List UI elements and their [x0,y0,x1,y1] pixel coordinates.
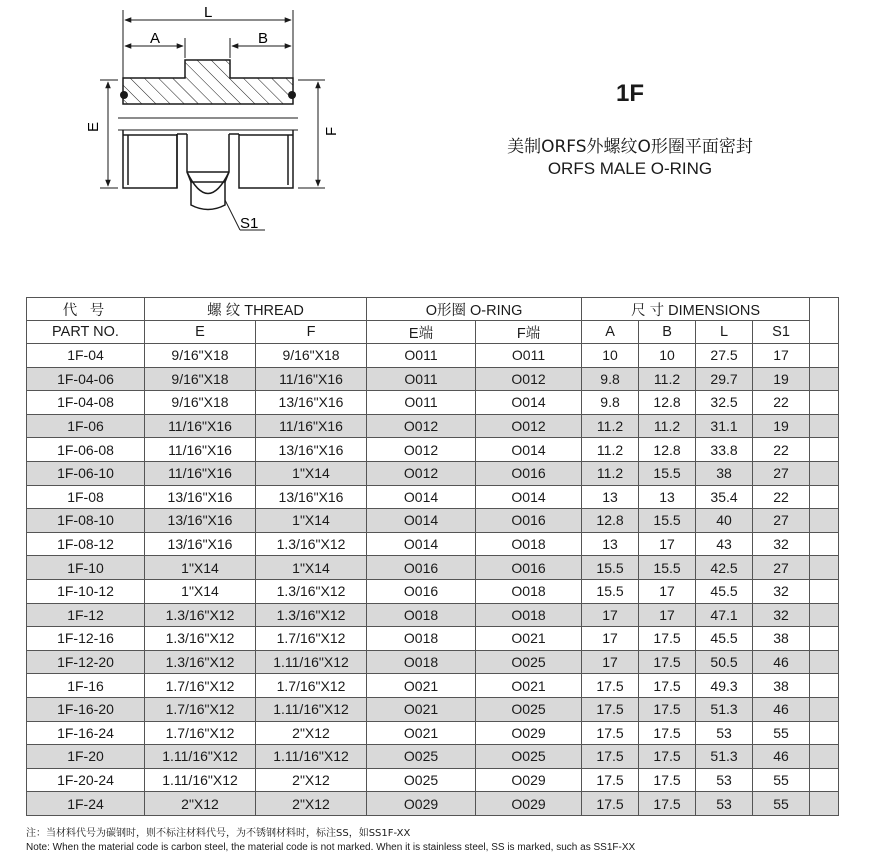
cell-oring-e: O014 [367,509,476,533]
cell-dim-a: 11.2 [582,461,639,485]
table-row [27,461,839,485]
dim-label-S1: S1 [240,215,259,232]
cell-dim-b: 17.5 [639,627,696,651]
fitting-cross-section [80,0,380,245]
cell-thread-e: 1.3/16"X12 [145,603,256,627]
cell-dim-a: 17 [582,603,639,627]
cell-dim-b: 17.5 [639,697,696,721]
cell-dim-l: 32.5 [696,391,753,415]
table-row [27,391,839,415]
cell-dim-b: 17 [639,579,696,603]
header-oring: O形圈 O-RING [367,298,582,321]
cell-thread-f: 1.7/16"X12 [256,627,367,651]
cell-dim-b: 17.5 [639,650,696,674]
spec-table-body [27,344,839,816]
cell-dim-a: 10 [582,344,639,368]
cell-thread-e: 1.7/16"X12 [145,674,256,698]
cell-part-no: 1F-06-08 [27,438,145,462]
cell-dim-s1: 38 [753,627,810,651]
cell-thread-f: 1.3/16"X12 [256,532,367,556]
cell-dim-a: 13 [582,485,639,509]
cell-dim-a: 17.5 [582,674,639,698]
cell-blank [810,438,839,462]
cell-thread-f: 13/16"X16 [256,485,367,509]
cell-thread-f: 2"X12 [256,721,367,745]
cell-part-no: 1F-16-24 [27,721,145,745]
cell-oring-f: O014 [476,391,582,415]
cell-dim-s1: 32 [753,532,810,556]
table-row [27,768,839,792]
table-row [27,532,839,556]
cell-part-no: 1F-04 [27,344,145,368]
cell-oring-e: O021 [367,697,476,721]
header-dimensions: 尺 寸 DIMENSIONS [582,298,810,321]
header-col-b: B [639,321,696,344]
cell-dim-s1: 46 [753,650,810,674]
cell-dim-b: 10 [639,344,696,368]
cell-blank [810,674,839,698]
cell-dim-l: 33.8 [696,438,753,462]
cell-thread-f: 9/16"X18 [256,344,367,368]
cell-blank [810,485,839,509]
cell-oring-f: O018 [476,532,582,556]
table-row [27,556,839,580]
cell-part-no: 1F-12 [27,603,145,627]
cell-dim-l: 51.3 [696,745,753,769]
cell-thread-e: 9/16"X18 [145,367,256,391]
cell-dim-l: 45.5 [696,579,753,603]
cell-dim-a: 17 [582,627,639,651]
cell-oring-f: O021 [476,674,582,698]
cell-blank [810,344,839,368]
cell-thread-e: 1"X14 [145,579,256,603]
cell-dim-b: 17.5 [639,792,696,816]
cell-dim-b: 15.5 [639,556,696,580]
header-col-l: L [696,321,753,344]
cell-thread-f: 13/16"X16 [256,438,367,462]
cell-thread-e: 9/16"X18 [145,391,256,415]
cell-dim-s1: 19 [753,414,810,438]
cell-part-no: 1F-12-16 [27,627,145,651]
cell-thread-e: 1.7/16"X12 [145,721,256,745]
cell-dim-s1: 27 [753,461,810,485]
cell-dim-b: 15.5 [639,461,696,485]
cell-thread-f: 1.11/16"X12 [256,650,367,674]
cell-dim-b: 17.5 [639,721,696,745]
cell-oring-e: O012 [367,414,476,438]
dim-label-B: B [258,30,269,47]
header-col-f: F [256,321,367,344]
cell-oring-f: O021 [476,627,582,651]
cell-oring-e: O014 [367,532,476,556]
cell-part-no: 1F-08-12 [27,532,145,556]
table-row [27,579,839,603]
cell-dim-l: 31.1 [696,414,753,438]
cell-thread-f: 1.11/16"X12 [256,697,367,721]
cell-oring-e: O011 [367,367,476,391]
cell-dim-a: 15.5 [582,579,639,603]
header-row-2 [27,321,839,344]
cell-dim-s1: 46 [753,697,810,721]
cell-dim-a: 9.8 [582,367,639,391]
cell-thread-e: 13/16"X16 [145,485,256,509]
cell-dim-s1: 32 [753,579,810,603]
cell-thread-e: 1"X14 [145,556,256,580]
cell-dim-a: 17 [582,650,639,674]
header-part-en: PART NO. [27,321,145,344]
cell-oring-e: O021 [367,721,476,745]
cell-blank [810,391,839,415]
cell-oring-e: O011 [367,391,476,415]
cell-part-no: 1F-20 [27,745,145,769]
cell-thread-f: 2"X12 [256,768,367,792]
cell-dim-l: 27.5 [696,344,753,368]
cell-oring-e: O014 [367,485,476,509]
cell-oring-f: O016 [476,461,582,485]
cell-blank [810,650,839,674]
cell-dim-s1: 27 [753,509,810,533]
cell-blank [810,603,839,627]
title-block [430,70,830,179]
cell-dim-a: 17.5 [582,721,639,745]
cell-dim-l: 51.3 [696,697,753,721]
cell-dim-l: 29.7 [696,367,753,391]
cell-dim-s1: 55 [753,792,810,816]
cell-oring-f: O029 [476,792,582,816]
header-col-a: A [582,321,639,344]
cell-blank [810,721,839,745]
cell-blank [810,556,839,580]
cell-thread-e: 9/16"X18 [145,344,256,368]
cell-thread-f: 2"X12 [256,792,367,816]
cell-oring-f: O029 [476,721,582,745]
cell-part-no: 1F-10-12 [27,579,145,603]
cell-dim-s1: 22 [753,391,810,415]
cell-oring-f: O018 [476,603,582,627]
cell-thread-f: 1"X14 [256,509,367,533]
cell-oring-e: O016 [367,579,476,603]
cell-dim-l: 53 [696,721,753,745]
cell-dim-b: 12.8 [639,391,696,415]
note-chinese: 注：当材料代号为碳钢时，则不标注材料代号，为不锈钢材料时，标注SS，如SS1F-XX [26,828,411,839]
cell-blank [810,768,839,792]
cell-dim-l: 40 [696,509,753,533]
cell-oring-e: O029 [367,792,476,816]
cell-oring-e: O016 [367,556,476,580]
cell-dim-b: 17 [639,603,696,627]
header-col-s1: S1 [753,321,810,344]
cell-oring-f: O014 [476,438,582,462]
cell-thread-f: 1"X14 [256,556,367,580]
table-row [27,603,839,627]
cell-thread-f: 1.11/16"X12 [256,745,367,769]
cell-blank [810,792,839,816]
cell-dim-l: 45.5 [696,627,753,651]
cell-dim-a: 12.8 [582,509,639,533]
cell-thread-f: 1"X14 [256,461,367,485]
cell-oring-e: O012 [367,461,476,485]
cell-dim-a: 17.5 [582,745,639,769]
cell-thread-e: 11/16"X16 [145,461,256,485]
cell-thread-e: 1.3/16"X12 [145,650,256,674]
cell-dim-l: 53 [696,792,753,816]
dim-label-A: A [150,30,161,47]
cell-blank [810,579,839,603]
cell-thread-e: 1.3/16"X12 [145,627,256,651]
cell-oring-f: O029 [476,768,582,792]
header-part-cn: 代 号 [27,298,145,321]
cell-dim-a: 13 [582,532,639,556]
cell-part-no: 1F-04-08 [27,391,145,415]
cell-oring-e: O018 [367,650,476,674]
cell-dim-s1: 19 [753,367,810,391]
fitting-drawing [80,0,380,245]
cell-dim-a: 9.8 [582,391,639,415]
cell-oring-e: O011 [367,344,476,368]
header-col-f-end: F端 [476,321,582,344]
cell-part-no: 1F-12-20 [27,650,145,674]
table-row [27,627,839,651]
cell-thread-e: 1.11/16"X12 [145,745,256,769]
cell-oring-e: O025 [367,768,476,792]
cell-thread-e: 1.11/16"X12 [145,768,256,792]
cell-dim-b: 15.5 [639,509,696,533]
cell-oring-f: O025 [476,650,582,674]
cell-thread-e: 2"X12 [145,792,256,816]
dim-label-F: F [323,126,340,136]
table-row [27,438,839,462]
dim-label-E: E [85,121,102,132]
cell-oring-f: O016 [476,509,582,533]
cell-thread-e: 11/16"X16 [145,414,256,438]
cell-oring-f: O014 [476,485,582,509]
cell-oring-f: O012 [476,414,582,438]
cell-part-no: 1F-20-24 [27,768,145,792]
cell-oring-e: O018 [367,627,476,651]
cell-dim-a: 17.5 [582,697,639,721]
cell-part-no: 1F-08-10 [27,509,145,533]
table-row [27,721,839,745]
cell-blank [810,367,839,391]
header-row-1 [27,298,839,321]
cell-oring-e: O021 [367,674,476,698]
cell-dim-s1: 38 [753,674,810,698]
cell-part-no: 1F-10 [27,556,145,580]
cell-oring-e: O012 [367,438,476,462]
spec-table [26,297,839,816]
cell-thread-f: 11/16"X16 [256,414,367,438]
cell-part-no: 1F-08 [27,485,145,509]
cell-blank [810,461,839,485]
table-row [27,697,839,721]
header-blank [810,298,839,344]
cell-dim-b: 17.5 [639,768,696,792]
cell-blank [810,627,839,651]
cell-blank [810,697,839,721]
cell-dim-b: 17 [639,532,696,556]
cell-oring-f: O025 [476,745,582,769]
cell-oring-e: O018 [367,603,476,627]
cell-dim-l: 49.3 [696,674,753,698]
cell-blank [810,509,839,533]
cell-dim-b: 13 [639,485,696,509]
cell-dim-l: 53 [696,768,753,792]
cell-blank [810,532,839,556]
cell-dim-s1: 22 [753,485,810,509]
cell-dim-a: 15.5 [582,556,639,580]
cell-dim-s1: 46 [753,745,810,769]
cell-thread-f: 13/16"X16 [256,391,367,415]
subtitle-chinese: 美制ORFS外螺纹O形圈平面密封 [507,137,753,157]
cell-dim-s1: 27 [753,556,810,580]
table-row [27,414,839,438]
notes [26,827,866,855]
cell-part-no: 1F-06 [27,414,145,438]
table-row [27,485,839,509]
cell-dim-a: 11.2 [582,414,639,438]
cell-dim-l: 38 [696,461,753,485]
cell-thread-e: 11/16"X16 [145,438,256,462]
cell-thread-e: 13/16"X16 [145,532,256,556]
cell-thread-f: 1.3/16"X12 [256,579,367,603]
table-row [27,674,839,698]
header-col-e-end: E端 [367,321,476,344]
table-row [27,344,839,368]
cell-dim-b: 11.2 [639,414,696,438]
cell-dim-b: 17.5 [639,745,696,769]
cell-dim-b: 17.5 [639,674,696,698]
cell-oring-f: O016 [476,556,582,580]
cell-thread-f: 11/16"X16 [256,367,367,391]
cell-dim-s1: 22 [753,438,810,462]
cell-thread-f: 1.3/16"X12 [256,603,367,627]
cell-dim-s1: 55 [753,721,810,745]
cell-dim-a: 17.5 [582,792,639,816]
cell-oring-f: O025 [476,697,582,721]
header-thread: 螺 纹 THREAD [145,298,367,321]
cell-dim-a: 11.2 [582,438,639,462]
cell-dim-l: 42.5 [696,556,753,580]
cell-dim-l: 50.5 [696,650,753,674]
cell-dim-l: 35.4 [696,485,753,509]
table-row [27,650,839,674]
cell-oring-f: O011 [476,344,582,368]
cell-part-no: 1F-24 [27,792,145,816]
cell-dim-l: 47.1 [696,603,753,627]
cell-thread-f: 1.7/16"X12 [256,674,367,698]
note-english: Note: When the material code is carbon steel, the material code is not marked. When it is stainless steel, SS is marked, such as SS1F-XX [26,842,636,853]
header-col-e: E [145,321,256,344]
cell-dim-s1: 17 [753,344,810,368]
cell-blank [810,745,839,769]
cell-thread-e: 13/16"X16 [145,509,256,533]
table-row [27,367,839,391]
subtitle-english: ORFS MALE O-RING [547,159,713,178]
cell-dim-s1: 32 [753,603,810,627]
table-row [27,792,839,816]
cell-part-no: 1F-16 [27,674,145,698]
table-row [27,745,839,769]
table-row [27,509,839,533]
cell-dim-b: 12.8 [639,438,696,462]
cell-dim-a: 17.5 [582,768,639,792]
cell-dim-s1: 55 [753,768,810,792]
cell-oring-f: O012 [476,367,582,391]
cell-oring-e: O025 [367,745,476,769]
product-code: 1F [615,80,644,107]
cell-part-no: 1F-04-06 [27,367,145,391]
cell-dim-b: 11.2 [639,367,696,391]
cell-oring-f: O018 [476,579,582,603]
dim-label-L: L [204,4,213,21]
cell-blank [810,414,839,438]
cell-part-no: 1F-06-10 [27,461,145,485]
cell-dim-l: 43 [696,532,753,556]
cell-thread-e: 1.7/16"X12 [145,697,256,721]
cell-part-no: 1F-16-20 [27,697,145,721]
